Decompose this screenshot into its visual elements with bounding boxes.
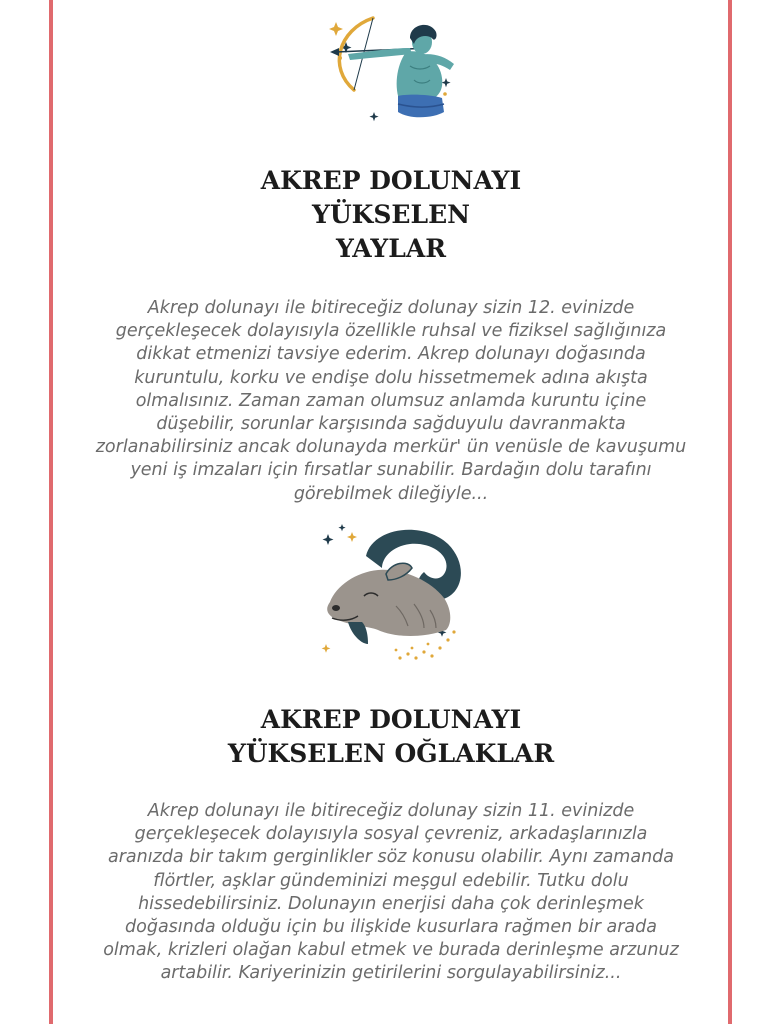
sagittarius-archer-icon [318, 8, 464, 126]
heading-line: AKREP DOLUNAYI [260, 705, 522, 734]
capricorn-goat-icon [312, 520, 472, 670]
section-2-body: Akrep dolunayı ile bitireceğiz dolunay sizin 11. evinizde gerçekleşecek dolayısıyla sosyal çevreniz, arkadaşlarınızla aranızda bir takım gerginlikler söz konusu olabilir. Aynı zamanda flörtler, aşklar gündeminizi meşgul edebilir. Tutku dolu hissedebilirsiniz. Dolunayın enerjisi daha çok derinleşmek doğasında olduğu için bu ilişkide kusurlara rağmen bir arada olmak, krizleri olağan kabul etmek ve burada derinleşme arzunuz artabilir. Kariyerinizin getirilerini sorgulayabilirsiniz... [103, 801, 679, 984]
heading-line: YÜKSELEN OĞLAKLAR [227, 739, 555, 768]
section-2-heading [140, 703, 642, 771]
left-border-line [49, 0, 53, 1024]
heading-line: YÜKSELEN [312, 200, 470, 229]
section-1-body: Akrep dolunayı ile bitireceğiz dolunay sizin 12. evinizde gerçekleşecek dolayısıyla özellikle ruhsal ve fiziksel sağlığınıza dikkat etmenizi tavsiye ederim. Akrep dolunayı doğasında kuruntulu, korku ve endişe dolu hissetmemek adına akışta olmalısınız. Zaman zaman olumsuz anlamda kuruntu içine düşebilir, sorunlar karşısında sağduyulu davranmakta zorlanabilirsiniz ancak dolunayda merkür' ün venüsle de kavuşumu yeni iş imzaları için fırsatlar sunabilir. Bardağın dolu tarafını görebilmek dileğiyle... [95, 298, 687, 504]
section-1-heading [140, 164, 642, 266]
right-border-line [728, 0, 732, 1024]
heading-line: YAYLAR [336, 234, 446, 263]
heading-line: AKREP DOLUNAYI [260, 166, 522, 195]
